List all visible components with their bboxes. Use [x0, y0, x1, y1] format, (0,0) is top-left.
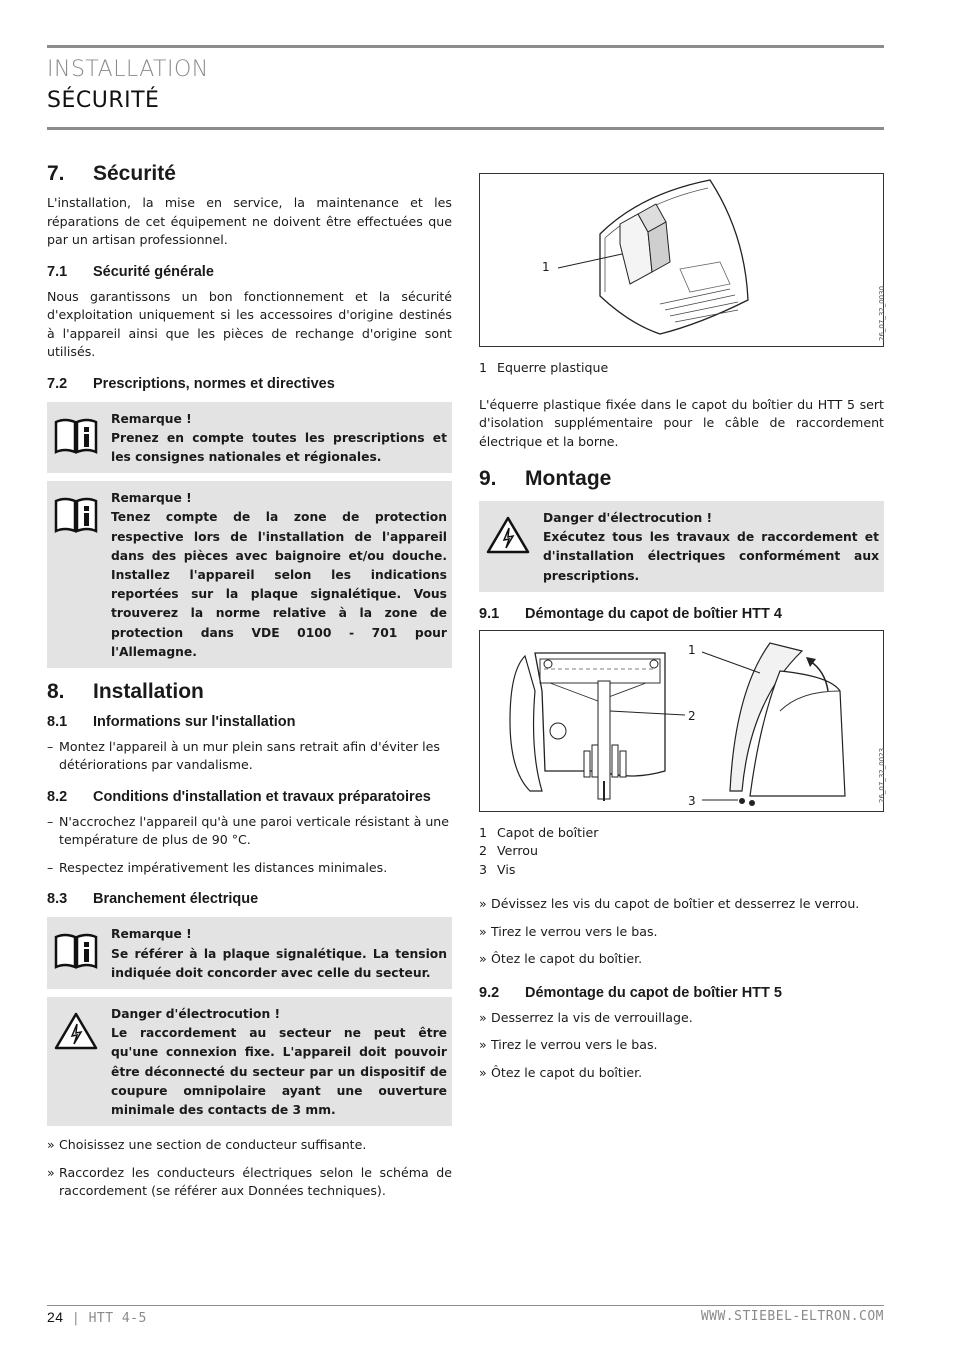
section-7-heading: 7. Sécurité: [47, 162, 176, 185]
note-title: Remarque !: [111, 927, 192, 942]
note-title: Remarque !: [111, 411, 192, 426]
step-item: » Desserrez la vis de verrouillage.: [479, 1009, 693, 1025]
note-text: Se référer à la plaque signalétique. La tension indiquée doit concorder avec celle du secteur.: [111, 946, 447, 980]
danger-title: Danger d'électrocution !: [111, 1007, 281, 1022]
section-8-1-heading: 8.1 Informations sur l'installation: [47, 713, 296, 730]
step-item: » Tirez le verrou vers le bas.: [479, 1037, 658, 1053]
list-item: – N'accrochez l'appareil qu'à une paroi verticale résistant à une température de plus de 90 °C.: [47, 813, 450, 848]
note-text: Tenez compte de la zone de protection respective lors de l'installation de l'appareil dans des pièces avec baignoire et/ou douche. Installez l'appareil selon les indications reportées sur la plaque signalétique. Vous trouverez la norme relative à la zone de protection dans VDE 0100 - 701 pour l'Allemagne.: [111, 510, 447, 659]
book-info-icon: [53, 931, 99, 971]
section-9-heading: 9. Montage: [479, 467, 612, 490]
cover-removal-drawing: [480, 631, 883, 811]
step-item: » Choisissez une section de conducteur suffisante.: [47, 1137, 367, 1153]
danger-text: Le raccordement au secteur ne peut être qu'une connexion fixe. L'appareil doit pouvoir être déconnecté du secteur par un dispositif de coupure omnipolaire ayant une ouverture minimale des contacts de 3 mm.: [111, 1026, 447, 1118]
section-8-3-heading: 8.3 Branchement électrique: [47, 891, 259, 908]
danger-text: Exécutez tous les travaux de raccordement et d'installation électriques conformément aux prescriptions.: [543, 530, 879, 583]
footer-separator: |: [71, 1311, 81, 1326]
callout-1: 1: [542, 260, 550, 274]
note-box: [47, 917, 452, 989]
figure-legend: 1 Equerre plastique: [479, 360, 609, 375]
header-section: SÉCURITÉ: [47, 88, 160, 113]
section-8-2-heading: 8.2 Conditions d'installation et travaux préparatoires: [47, 788, 431, 805]
bracket-description: L'équerre plastique fixée dans le capot du boîtier du HTT 5 sert d'isolation supplémentaire pour le câble de raccordement électrique et la borne.: [479, 396, 884, 449]
step-item: » Ôtez le capot du boîtier.: [479, 1064, 643, 1080]
step-item: » Raccordez les conducteurs électriques selon le schéma de raccordement (se référer aux Données techniques).: [47, 1164, 452, 1199]
list-item: – Respectez impérativement les distances minimales.: [47, 859, 388, 875]
section-7-1-text: Nous garantissons un bon fonctionnement et la sécurité d'exploitation uniquement si les accessoires d'origine destinés à l'appareil ainsi que les pièces de rechange d'origine sont utilisés.: [47, 288, 452, 359]
electric-hazard-icon: [485, 515, 531, 555]
step-item: » Tirez le verrou vers le bas.: [479, 923, 658, 939]
header-bottom-rule: [47, 127, 884, 130]
section-7-1-heading: 7.1 Sécurité générale: [47, 263, 214, 280]
note-box: [47, 481, 452, 668]
page-number: 24: [47, 1309, 64, 1325]
book-info-icon: [53, 416, 99, 456]
danger-title: Danger d'électrocution !: [543, 511, 713, 525]
danger-box: [47, 997, 452, 1126]
danger-box: [479, 501, 884, 592]
right-column: [479, 173, 884, 1091]
model-name: HTT 4-5: [88, 1311, 147, 1326]
step-item: » Dévissez les vis du capot de boîtier et desserrez le verrou.: [479, 896, 860, 912]
step-item: » Ôtez le capot du boîtier.: [479, 951, 643, 967]
section-9-2-heading: 9.2 Démontage du capot de boîtier HTT 5: [479, 984, 782, 1001]
header-chapter: INSTALLATION: [47, 57, 209, 82]
footer-left: [47, 1309, 147, 1326]
header-top-rule: [47, 45, 884, 48]
callout-3: 3: [688, 793, 696, 808]
footer-url: WWW.STIEBEL-ELTRON.COM: [700, 1309, 884, 1324]
section-9-1-heading: 9.1 Démontage du capot de boîtier HTT 4: [479, 605, 782, 622]
figure-reference: 26_07_32_0023: [878, 747, 886, 803]
note-box: [47, 402, 452, 474]
book-info-icon: [53, 495, 99, 535]
note-text: Prenez en compte toutes les prescriptions et les consignes nationales et régionales.: [111, 430, 447, 464]
section-7-intro: L'installation, la mise en service, la maintenance et les réparations de cet équipement ne doivent être effectuées que par un artisan professionnel.: [47, 195, 452, 247]
figure-reference: 26_07_32_0030: [878, 285, 886, 341]
figure-plastic-bracket: [479, 173, 884, 347]
figure-legend: 1 Capot de boîtier 2 Verrou 3 Vis: [479, 824, 599, 877]
callout-1: 1: [688, 642, 696, 657]
plastic-bracket-drawing: [480, 174, 883, 346]
footer-rule: [47, 1305, 884, 1306]
section-7-2-heading: 7.2 Prescriptions, normes et directives: [47, 375, 335, 392]
note-title: Remarque !: [111, 491, 192, 506]
callout-2: 2: [688, 708, 696, 723]
list-item: – Montez l'appareil à un mur plein sans retrait afin d'éviter les détériorations par vandalisme.: [47, 738, 440, 773]
figure-cover-removal: [479, 630, 884, 812]
left-column: [47, 160, 452, 1210]
section-8-heading: 8. Installation: [47, 679, 204, 703]
electric-hazard-icon: [53, 1011, 99, 1051]
